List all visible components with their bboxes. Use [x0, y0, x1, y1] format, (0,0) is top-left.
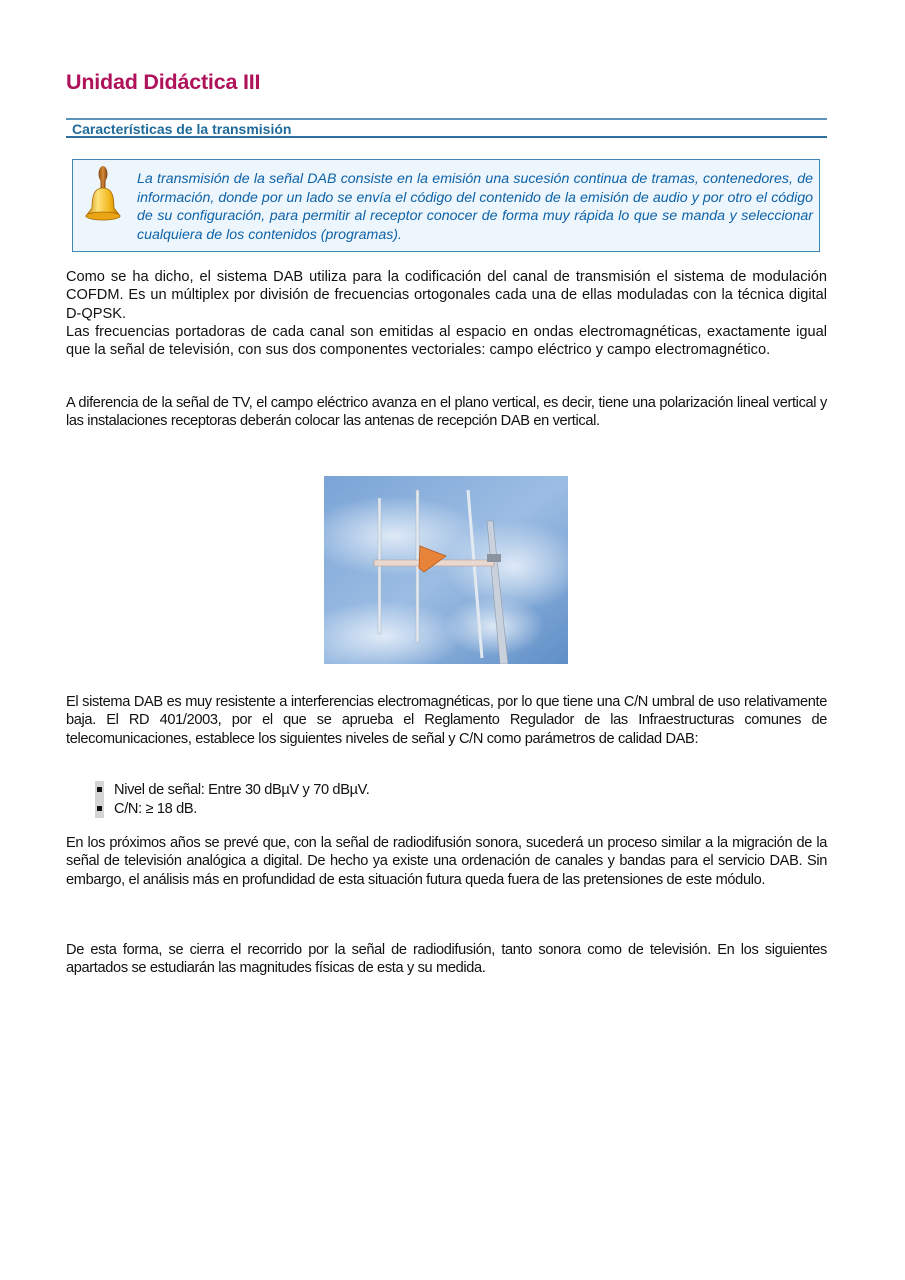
bullet-icon: [95, 800, 104, 819]
note-box: [72, 159, 820, 252]
bullet-icon: [95, 781, 104, 800]
quality-parameters-list: [94, 781, 369, 818]
paragraph-cierre: De esta forma, se cierra el recorrido por la señal de radiodifusión, tanto sonora como de televisión. En los siguientes apartados se estudiarán las magnitudes físicas de esta y su medida.: [66, 942, 827, 977]
dab-antenna-illustration: [324, 476, 568, 664]
list-item: [94, 800, 369, 819]
antenna-image: [324, 476, 568, 664]
section-header: [66, 118, 827, 138]
list-item-text: C/N: ≥ 18 dB.: [114, 800, 197, 817]
paragraph-frecuencias: Las frecuencias portadoras de cada canal son emitidas al espacio en ondas electromagnéticas, exactamente igual que la señal de televisión, con sus dos componentes vectoriales: campo eléctrico y campo electromagnético.: [66, 324, 827, 359]
paragraph-polarizacion: A diferencia de la señal de TV, el campo eléctrico avanza en el plano vertical, es decir, tiene una polarización lineal vertical y las instalaciones receptoras deberán colocar las antenas de recepción DAB en vertical.: [66, 395, 827, 430]
list-item: [94, 781, 369, 800]
paragraph-interferencias: El sistema DAB es muy resistente a interferencias electromagnéticas, por lo que tiene una C/N umbral de uso relativamente baja. El RD 401/2003, por el que se aprueba el Reglamento Regulador de las Infraestructuras comunes de telecomunicaciones, establece los siguientes niveles de señal y C/N como parámetros de calidad DAB:: [66, 694, 827, 747]
section-title: Características de la transmisión: [72, 121, 292, 137]
note-text: La transmisión de la señal DAB consiste en la emisión una sucesión continua de tramas, contenedores, de información, donde por un lado se envía el código del contenido de la emisión de audio y por otro el código de su configuración, para permitir al receptor conocer de forma muy rápida lo que se manda y seleccionar cualquiera de los contenidos (programas).: [137, 171, 813, 243]
bell-icon: [81, 164, 125, 226]
paragraph-cofdm: Como se ha dicho, el sistema DAB utiliza para la codificación del canal de transmisión el sistema de modulación COFDM. Es un múltiplex por división de frecuencias ortogonales cada una de ellas moduladas con la técnica digital D-QPSK.: [66, 269, 827, 322]
unit-title: Unidad Didáctica III: [66, 70, 261, 94]
list-item-text: Nivel de señal: Entre 30 dBµV y 70 dBµV.: [114, 782, 370, 798]
paragraph-migracion: En los próximos años se prevé que, con la señal de radiodifusión sonora, sucederá un proceso similar a la migración de la señal de televisión analógica a digital. De hecho ya existe una ordenación de canales y bandas para el servicio DAB. Sin embargo, el análisis más en profundidad de esta situación futura queda fuera de las pretensiones de este módulo.: [66, 835, 827, 888]
